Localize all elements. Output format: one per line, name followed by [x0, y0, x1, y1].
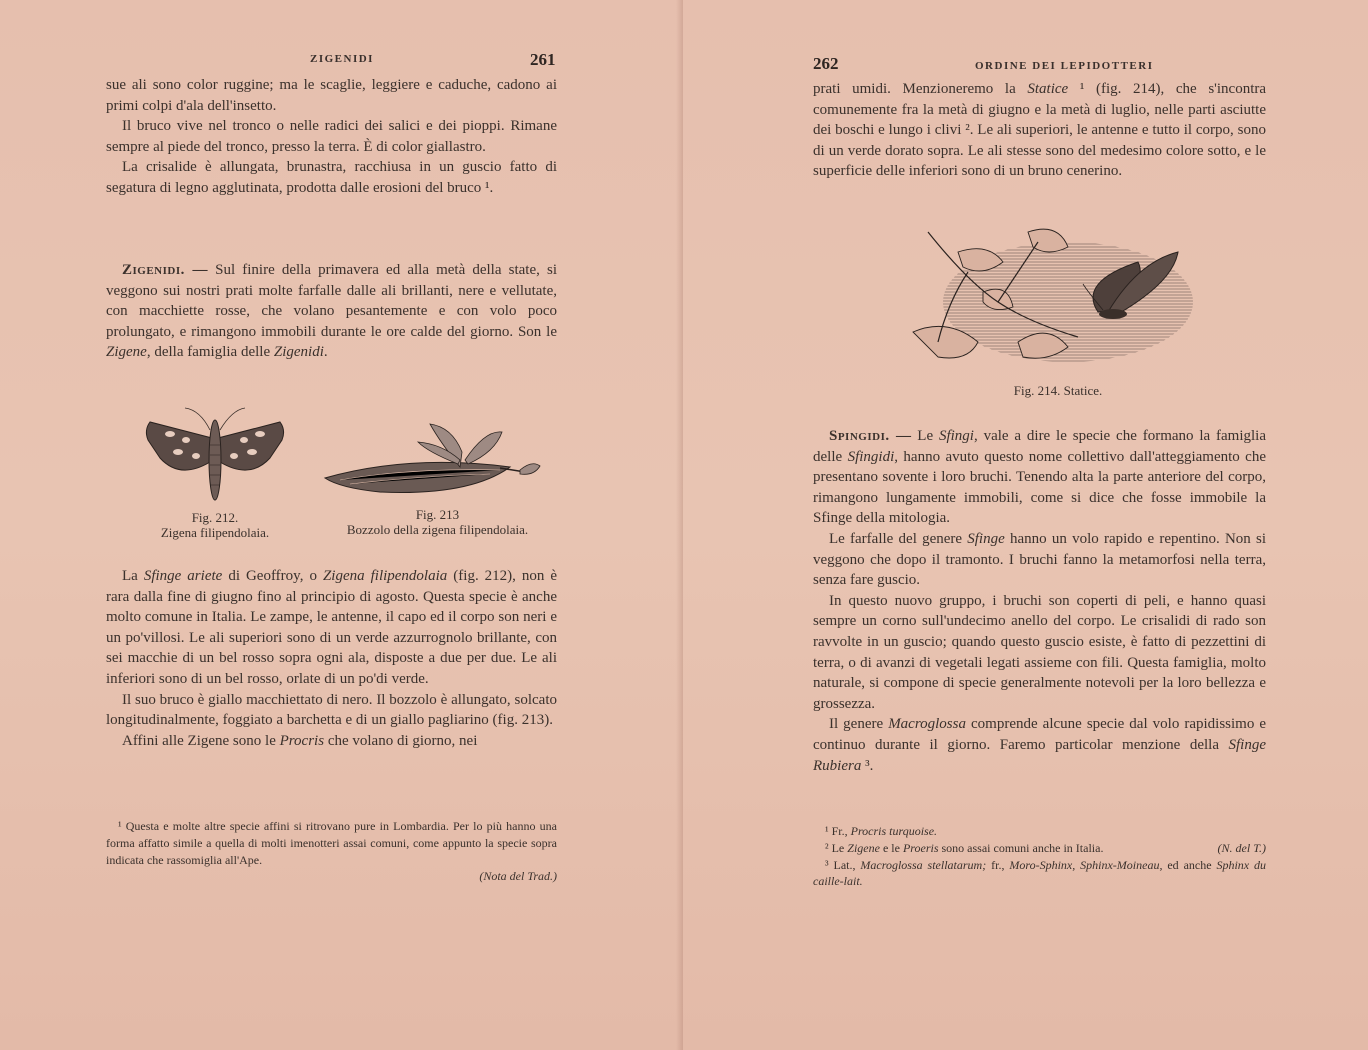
body-text-top: [106, 75, 557, 199]
footnotes: [813, 823, 1266, 890]
paragraph: Il suo bruco è giallo macchiettato di nero. Il bozzolo è allungato, solcato longitudinalmente, foggiato a barchetta e di un giallo pagliarino (fig. 213).: [106, 691, 557, 729]
footnote: ³ Lat., Macroglossa stellatarum; fr., Moro-Sphinx, Sphinx-Moineau, ed anche Sphinx du caille-lait.: [813, 857, 1267, 889]
page-number: 262: [813, 54, 839, 73]
footnote: ¹ Questa e molte altre specie affini si ritrovano pure in Lombardia. Per lo più hanno una forma affatto simile a quella di molti imenotteri assai comuni, come appunto la specie sopra indicata che rassomiglia all'Ape. (Nota del Trad.): [106, 819, 557, 884]
paragraph: In questo nuovo gruppo, i bruchi son coperti di peli, e hanno quasi sempre un corno sull'undecimo anello del corpo. Le crisalidi di rado son ravvolte in un guscio; quando questo guscio esiste, è fatto di pezzettini di terra, o di avanzi di vegetali legati assieme con fili. Questa famiglia, molto naturale, si compone di specie generalmente notevoli per la loro bellezza e grossezza.: [813, 592, 1266, 712]
zigenidi-section: [106, 260, 557, 363]
paragraph: sue ali sono color ruggine; ma le scaglie, leggiere e caduche, cadono ai primi colpi d'ala dell'insetto.: [106, 77, 557, 114]
cocoon-illustration: [320, 412, 550, 502]
paragraph: Le farfalle del genere Sfinge hanno un volo rapido e repentino. Non si veggono che dopo il tramonto. I bruchi fanno la metamorfosi nella terra, senza fare guscio.: [813, 530, 1266, 589]
paragraph: Spingidi. — Le Sfingi, vale a dire le specie che formano la famiglia delle Sfingidi, hanno avuto questo nome collettivo dall'atteggiamento che presentano sovente i loro bruchi. Tenendo alta la parte anteriore del corpo, rimangono lungamente immobili, come si dice che fosse immobile la Sfinge della mitologia.: [813, 428, 1267, 527]
section-heading: Zigenidi. —: [122, 262, 208, 278]
footnote: ¹ Fr., Procris turquoise.: [825, 824, 938, 838]
spingidi-section: [813, 426, 1266, 776]
paragraph: Il bruco vive nel tronco o nelle radici dei salici e dei pioppi. Rimane sempre al piede del tronco, presso la terra. È di color giallastro.: [106, 118, 557, 155]
moth-illustration: [140, 400, 290, 510]
paragraph: La Sfinge ariete di Geoffroy, o Zigena filipendolaia (fig. 212), non è rara dalla fine di giugno fino al principio di agosto. Questa specie è anche molto comune in Italia. Le zampe, le antenne, il capo ed il corpo son neri e un po'villosi. Le ali superiori sono di un verde azzurrognolo brillante, con sei macchie di un bel rosso sopra ogni ala, disposte a due per due. Le ali inferiori sono di un bel rosso, orlate di un po'di verde.: [106, 568, 558, 687]
page-number: 261: [530, 50, 556, 69]
paragraph: prati umidi. Menzioneremo la Statice ¹ (fig. 214), che s'incontra comunemente fra la metà di giugno e la metà di luglio, nelle parti asciutte dei boschi e lungo i clivi ². Le ali superiori, le antenne e tutto il corpo, sono di un verde dorato sopra. Le ali stesse sono del medesimo colore sotto, e le superficie delle inferiori sono di un bruno cenerino.: [813, 81, 1267, 180]
statice-illustration: [908, 222, 1198, 372]
section-heading: Spingidi. —: [829, 428, 912, 444]
right-page: [683, 0, 1368, 1050]
sfinge-section: [106, 566, 557, 751]
figure-caption: Fig. 214. Statice.: [1013, 383, 1103, 398]
figure-caption: Fig. 213 Bozzolo della zigena filipendolaia.: [346, 507, 529, 537]
footnote: ² Le Zigene e le Proeris sono assai comuni anche in Italia. (N. del T.): [825, 840, 1266, 855]
running-head: ORDINE DEI LEPIDOTTERI: [975, 60, 1154, 72]
paragraph: La crisalide è allungata, brunastra, racchiusa in un guscio fatto di segatura di legno agglutinata, prodotta dalle erosioni del bruco ¹.: [106, 159, 557, 196]
running-head: ZIGENIDI: [310, 53, 374, 65]
body-text-top: [813, 79, 1266, 182]
figure-caption: Fig. 212. Zigena filipendolaia.: [160, 510, 270, 540]
paragraph: Zigenidi. — Sul finire della primavera ed alla metà della state, si veggono sui nostri prati molte farfalle dalle ali brillanti, nere e vellutate, con macchiette rosse, che volano pesantemente e con volo poco prolungato, e rimangono immobili durante le ore calde del giorno. Son le Zigene, della famiglia delle Zigenidi.: [106, 262, 557, 361]
paragraph: Il genere Macroglossa comprende alcune specie dal volo rapidissimo e continuo durante il giorno. Faremo particolar menzione della Sfinge Rubiera ³.: [813, 716, 1267, 774]
paragraph: Affini alle Zigene sono le Procris che volano di giorno, nei: [122, 732, 478, 749]
left-page: [0, 0, 683, 1050]
